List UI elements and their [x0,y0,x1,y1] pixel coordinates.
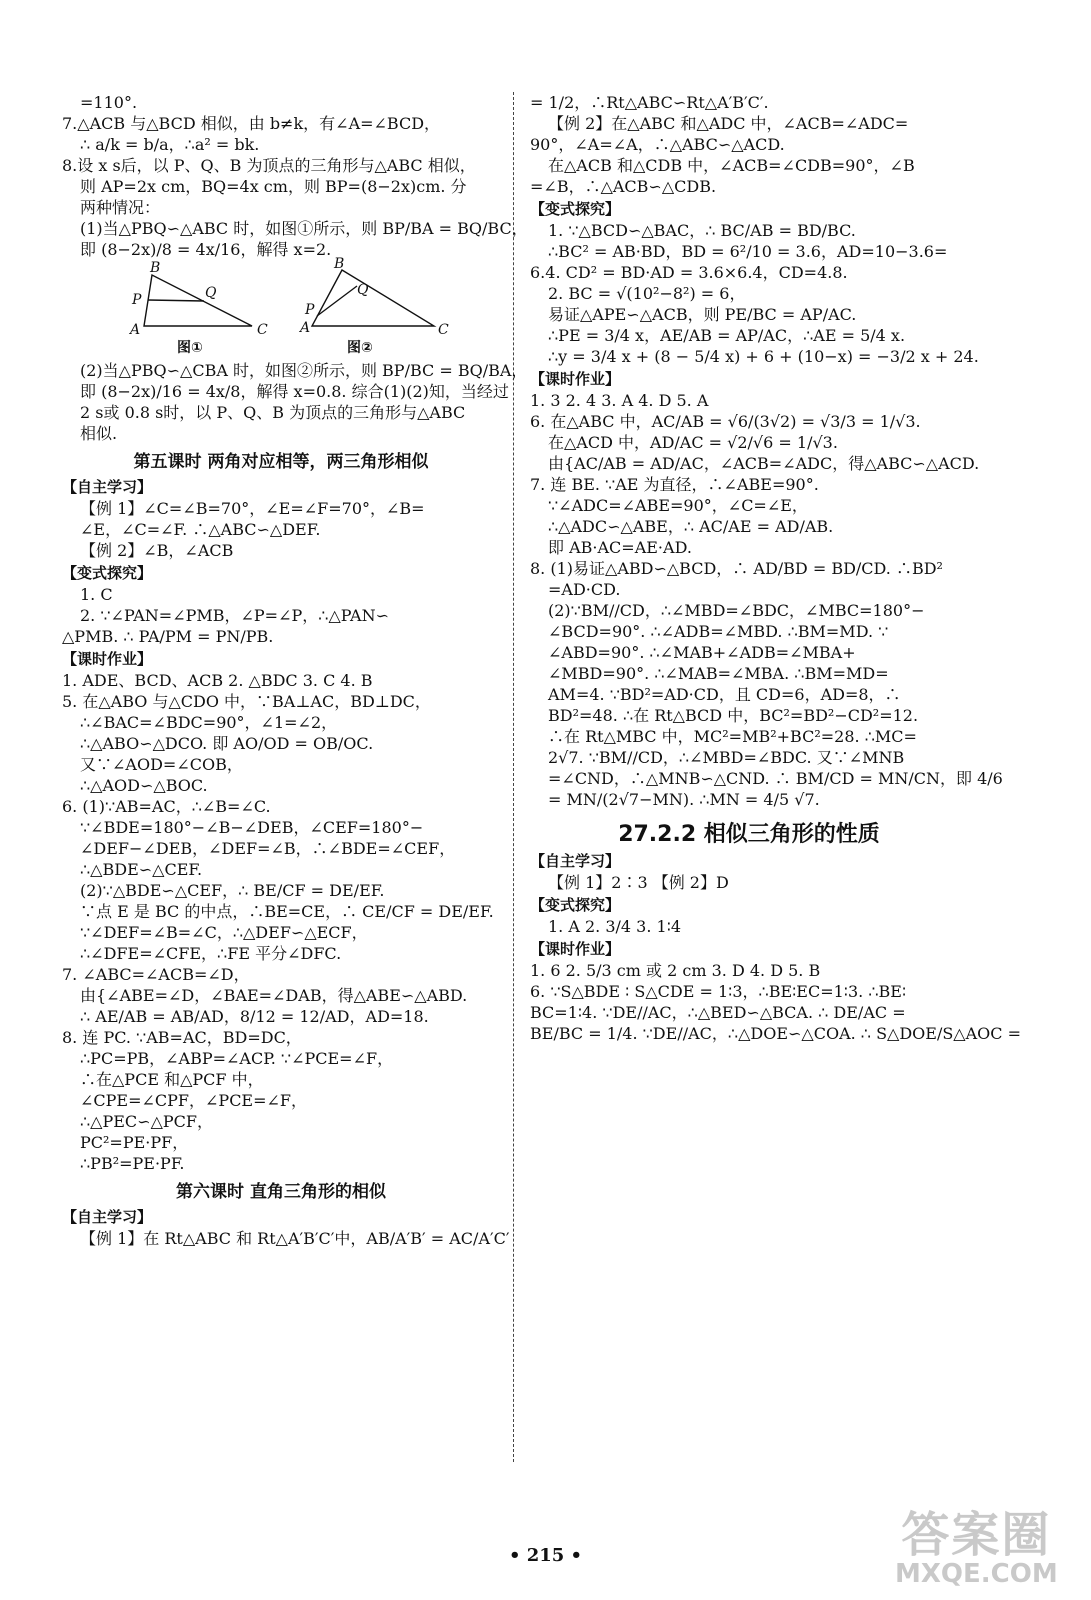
fig2-label-a: A [300,320,311,336]
text-line: ∴y = 3/4 x + (8 − 5/4 x) + 6 + (10−x) = −3/2 x + 24. [548,347,979,366]
text-line: 2. BC = √(10²−8²) = 6， [548,284,746,303]
right-lines-4 [530,872,968,893]
fig1-segment-pq [148,300,204,301]
text-line: =110°. [80,93,138,112]
text-line: ∴△ADC∽△ABE，∴ AC/AE = AD/AB. [548,517,834,536]
triangle-figures [102,256,462,360]
right-lines-6 [530,960,1022,1044]
section-zizhu-xuexi: 【自主学习】 [530,852,621,870]
left-column [62,92,528,1249]
fig2-segment-pq [317,286,357,316]
text-line: △PMB. ∴ PA/PM = PN/PB. [62,627,274,646]
text-line: ∴PC=PB，∠ABP=∠ACP. ∵∠PCE=∠F， [80,1049,394,1068]
text-line: 7.△ACB 与△BCD 相似，由 b≠k，有∠A=∠BCD， [62,114,441,133]
lesson5-title: 第五课时 两角对应相等，两三角形相似 [133,452,429,472]
text-line: (2)当△PBQ∽△CBA 时，如图②所示，则 BP/BC = BQ/BA， [80,361,528,380]
right-column [530,92,1022,1044]
text-line: =∠CND，∴△MNB∽△CND. ∴ BM/CD = MN/CN，即 4/6 [548,769,1003,788]
fig1-label-p: P [132,292,142,308]
text-line: 8. (1)易证△ABD∽△BCD，∴ AD/BD = BD/CD. ∴BD² [530,559,943,578]
text-line: (2)∵△BDE∽△CEF，∴ BE/CF = DE/EF. [80,881,385,900]
column-divider [513,92,514,1462]
section-bianshi-tanjiu: 【变式探究】 [530,200,621,218]
text-line: 90°，∠A=∠A，∴△ABC∽△ACD. [530,135,785,154]
text-line: = MN/(2√7−MN). ∴MN = 4/5 √7. [548,790,820,809]
text-line: 易证△APE∽△ACB，则 PE/BC = AP/AC. [548,305,857,324]
text-line: 1. 3 2. 4 3. A 4. D 5. A [530,391,709,410]
text-line: = 1/2，∴Rt△ABC∽Rt△A′B′C′. [530,93,769,112]
text-line: 6. 在△ABC 中，AC/AB = √6/(3√2) = √3/3 = 1/√3. [530,412,921,431]
section-zizhu-xuexi: 【自主学习】 [62,478,153,496]
section-title: 27.2.2 相似三角形的性质 [618,822,880,847]
text-line: ∴ a/k = b/a，∴a² = bk. [80,135,260,154]
figures [62,256,500,360]
text-line: ∴△ABO∽△DCO. 即 AO/OD = OB/OC. [80,734,374,753]
text-line: 8. 连 PC. ∵AB=AC，BD=DC， [62,1028,302,1047]
text-line: ∠E，∠C=∠F. ∴△ABC∽△DEF. [80,520,321,539]
watermark [895,1507,1058,1589]
text-line: 2√7. ∵BM//CD，∴∠MBD=∠BDC. 又∵∠MNB [548,748,905,767]
fig2-label-p: P [305,302,315,318]
text-line: 7. ∠ABC=∠ACB=∠D， [62,965,250,984]
text-line: ∠CPE=∠CPF，∠PCE=∠F， [80,1091,308,1110]
text-line: AM=4. ∵BD²=AD·CD，且 CD=6，AD=8，∴ [548,685,901,704]
fig2-caption: 图② [347,340,373,356]
text-line: 【例 2】在△ABC 和△ADC 中，∠ACB=∠ADC= [548,114,909,133]
right-lines-3 [530,390,1003,810]
left-lines-1 [62,92,528,260]
text-line: =AD·CD. [548,580,621,599]
fig2-label-b: B [334,256,345,272]
text-line: 1. 6 2. 5/3 cm 或 2 cm 3. D 4. D 5. B [530,961,821,980]
left-lines-6 [62,1228,510,1249]
text-line: 由{AC/AB = AD/AC，∠ACB=∠ADC，得△ABC∽△ACD. [548,454,980,473]
text-line: ∠MBD=90°. ∴∠MAB=∠MBA. ∴BM=MD= [548,664,889,683]
fig2-triangle [312,270,434,326]
text-line: ∴PE = 3/4 x，AE/AB = AP/AC，∴AE = 5/4 x. [548,326,906,345]
text-line: 即 AB·AC=AE·AD. [548,538,692,557]
right-lines-2 [530,220,979,367]
text-line: 即 (8−2x)/16 = 4x/8，解得 x=0.8. 综合(1)(2)知，当经过 [80,382,509,401]
text-line: ∵∠BDE=180°−∠B−∠DEB，∠CEF=180°− [80,818,424,837]
fig2-label-q: Q [357,282,369,298]
watermark-logo-text: 答案圈 [901,1507,1052,1563]
text-line: 7. 连 BE. ∵AE 为直径，∴∠ABE=90°. [530,475,819,494]
text-line: ∴△BDE∽△CEF. [80,860,203,879]
text-line: 1. C [80,585,113,604]
left-lines-5 [62,670,500,1174]
section-bianshi-tanjiu-2: 【变式探究】 [530,896,621,914]
fig1-label-c: C [257,322,268,338]
text-line: ∠BCD=90°. ∴∠ADB=∠MBD. ∴BM=MD. ∵ [548,622,889,641]
lesson6-title: 第六课时 直角三角形的相似 [176,1182,386,1202]
text-line: 【例 1】在 Rt△ABC 和 Rt△A′B′C′中，AB/A′B′ = AC/A′C′ [80,1229,510,1248]
fig1-label-b: B [150,260,161,276]
fig1-label-q: Q [205,285,217,301]
text-line: 6. (1)∵AB=AC，∴∠B=∠C. [62,797,271,816]
text-line: ∴在 Rt△MBC 中，MC²=MB²+BC²=28. ∴MC= [548,727,917,746]
text-line: 【例 1】2∶3 【例 2】D [548,873,729,892]
text-line: ∴△PEC∽△PCF， [80,1112,213,1131]
text-line: 2. ∵∠PAN=∠PMB，∠P=∠P，∴△PAN∽ [80,606,390,625]
text-line: ∵∠DEF=∠B=∠C，∴△DEF∽△ECF， [80,923,368,942]
left-lines-2 [62,360,528,444]
section-keshi-zuoye: 【课时作业】 [530,370,621,388]
text-line: ∴PB²=PE·PF. [80,1154,185,1173]
text-line: (1)当△PBQ∽△ABC 时，如图①所示，则 BP/BA = BQ/BC， [80,219,528,238]
text-line: ∴在△PCE 和△PCF 中， [80,1070,264,1089]
left-lines-3 [62,498,500,561]
text-line: ∴BC² = AB·BD，BD = 6²/10 = 3.6，AD=10−3.6= [548,242,948,261]
text-line: 5. 在△ABO 与△CDO 中，∵BA⊥AC，BD⊥DC， [62,692,431,711]
text-line: 即 (8−2x)/8 = 4x/16，解得 x=2. [80,240,332,259]
text-line: (2)∵BM//CD，∴∠MBD=∠BDC，∠MBC=180°− [548,601,925,620]
text-line: 6. ∵S△BDE ∶ S△CDE = 1∶3，∴BE∶EC=1∶3. ∴BE∶ [530,982,907,1001]
text-line: ∵∠ADC=∠ABE=90°，∠C=∠E， [548,496,808,515]
left-lines-4 [62,584,500,647]
text-line: 8.设 x s后，以 P、Q、B 为顶点的三角形与△ABC 相似， [62,156,476,175]
text-line: 1. ∵△BCD∽△BAC，∴ BC/AB = BD/BC. [548,221,856,240]
text-line: ∵点 E 是 BC 的中点，∴BE=CE，∴ CE/CF = DE/EF. [80,902,494,921]
text-line: BC=1∶4. ∵DE//AC，∴△BED∽△BCA. ∴ DE/AC = [530,1003,906,1022]
right-lines-5 [530,916,968,937]
text-line: 在△ACB 和△CDB 中，∠ACB=∠CDB=90°，∠B [548,156,915,175]
text-line: 1. A 2. 3/4 3. 1∶4 [548,917,682,936]
text-line: 由{∠ABE=∠D，∠BAE=∠DAB，得△ABE∽△ABD. [80,986,468,1005]
text-line: PC²=PE·PF， [80,1133,189,1152]
section-zizhu-xuexi-2: 【自主学习】 [62,1208,153,1226]
text-line: BE/BC = 1/4. ∵DE//AC，∴△DOE∽△COA. ∴ S△DOE/S△AOC = [530,1024,1022,1043]
section-keshi-zuoye-2: 【课时作业】 [530,940,621,958]
right-lines-1 [530,92,968,197]
page-number: • 215 • [508,1545,583,1566]
fig1-label-a: A [130,322,141,338]
text-line: 【例 1】∠C=∠B=70°，∠E=∠F=70°，∠B= [80,499,425,518]
text-line: ∴ AE/AB = AB/AD，8/12 = 12/AD，AD=18. [80,1007,429,1026]
text-line: ∴∠DFE=∠CFE，∴FE 平分∠DFC. [80,944,342,963]
text-line: =∠B，∴△ACB∽△CDB. [530,177,717,196]
text-line: 在△ACD 中，AD/AC = √2/√6 = 1/√3. [548,433,838,452]
text-line: ∴∠BAC=∠BDC=90°，∠1=∠2， [80,713,338,732]
fig2-label-c: C [438,322,449,338]
text-line: 两种情况： [80,198,161,217]
fig1-caption: 图① [177,340,203,356]
text-line: ∠ABD=90°. ∴∠MAB+∠ADB=∠MBA+ [548,643,856,662]
text-line: BD²=48. ∴在 Rt△BCD 中，BC²=BD²−CD²=12. [548,706,919,725]
text-line: 2 s或 0.8 s时，以 P、Q、B 为顶点的三角形与△ABC [80,403,466,422]
text-line: 【例 2】∠B，∠ACB [80,541,234,560]
text-line: ∠DEF−∠DEB，∠DEF=∠B，∴∠BDE=∠CEF， [80,839,456,858]
text-line: 1. ADE、BCD、ACB 2. △BDC 3. C 4. B [62,671,373,690]
section-bianshi-tanjiu: 【变式探究】 [62,564,153,582]
text-line: 6.4. CD² = BD·AD = 3.6×6.4，CD=4.8. [530,263,848,282]
watermark-url: MXQE.COM [895,1559,1058,1589]
text-line: ∴△AOD∽△BOC. [80,776,208,795]
text-line: 又∵∠AOD=∠COB， [80,755,243,774]
section-keshi-zuoye: 【课时作业】 [62,650,153,668]
text-line: 相似. [80,424,118,443]
text-line: 则 AP=2x cm，BQ=4x cm，则 BP=(8−2x)cm. 分 [80,177,467,196]
